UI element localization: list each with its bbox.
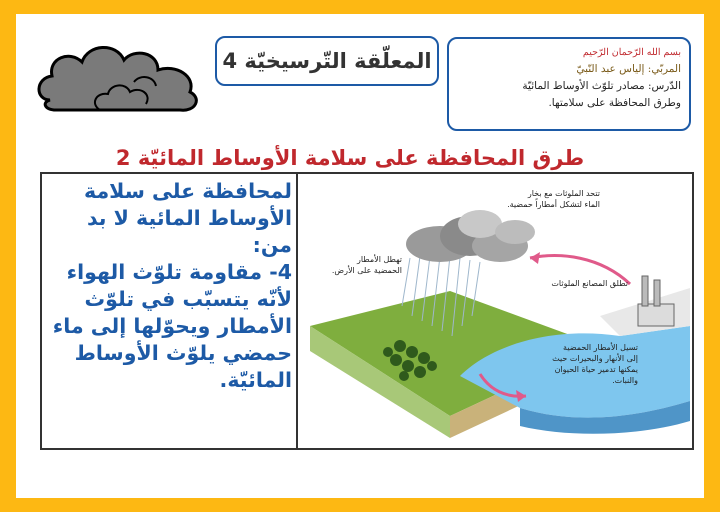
- text-line: الأمطار ويحوّلها إلى ماء: [52, 314, 292, 338]
- label-line: تسيل الأمطار الحمضية: [563, 343, 638, 352]
- column-divider: [296, 174, 298, 448]
- factory-chimney: [642, 276, 648, 306]
- factory-building: [638, 304, 674, 326]
- lesson-title-line1: الدّرس: مصادر تلوّث الأوساط المائيّة: [522, 80, 681, 92]
- page-title: [215, 36, 439, 86]
- arrow-head: [530, 252, 540, 264]
- label-line: إلى الأنهار والبحيرات حيث: [552, 354, 638, 363]
- text-line: حمضي يلوّث الأوساط: [74, 341, 292, 365]
- text-line: من:: [252, 233, 292, 257]
- acid-rain-diagram: [300, 176, 692, 448]
- label-line: الحمضية على الأرض.: [331, 266, 402, 275]
- bismillah-text: بسم الله الرّحمان الرّحيم: [582, 47, 681, 58]
- title-text: المعلّقة التّرسيخيّة 4: [222, 49, 432, 73]
- label-clouds: [490, 188, 600, 210]
- label-line: يمكنها تدمير حياة الحيوان: [554, 365, 638, 374]
- label-line: تطلق المصانع الملوثات: [551, 279, 628, 288]
- label-line: والنبات.: [612, 376, 638, 385]
- cloud-icon: [30, 30, 210, 120]
- text-column: [48, 178, 292, 394]
- teacher-name: المربّي: إلياس عبد النّبيّ: [576, 63, 681, 75]
- text-line: لأنّه يتسبّب في تلوّث: [84, 287, 292, 311]
- label-line: الماء لتشكل أمطاراً حمضية.: [507, 200, 600, 209]
- content-table: [40, 172, 694, 450]
- text-line: الأوساط المائية لا بد: [86, 206, 292, 230]
- lesson-title-line2: وطرق المحافظة على سلامتها.: [548, 97, 681, 109]
- section-heading: طرق المحافظة على سلامة الأوساط المائيّة 2: [115, 146, 585, 170]
- label-factory: [528, 278, 628, 289]
- label-line: تهطل الأمطار: [356, 255, 402, 264]
- factory-chimney: [654, 280, 660, 306]
- pollution-clouds: [406, 210, 535, 262]
- text-line: 4- مقاومة تلوّث الهواء: [66, 260, 292, 284]
- text-line: لمحافظة على سلامة: [84, 179, 292, 203]
- label-line: تتحد الملوثات مع بخار: [527, 189, 600, 198]
- lesson-info-box: [447, 37, 691, 131]
- label-water: [526, 342, 638, 386]
- label-rain: [320, 254, 402, 276]
- diagram-illustration: [300, 176, 692, 448]
- text-line: المائيّة.: [219, 368, 292, 392]
